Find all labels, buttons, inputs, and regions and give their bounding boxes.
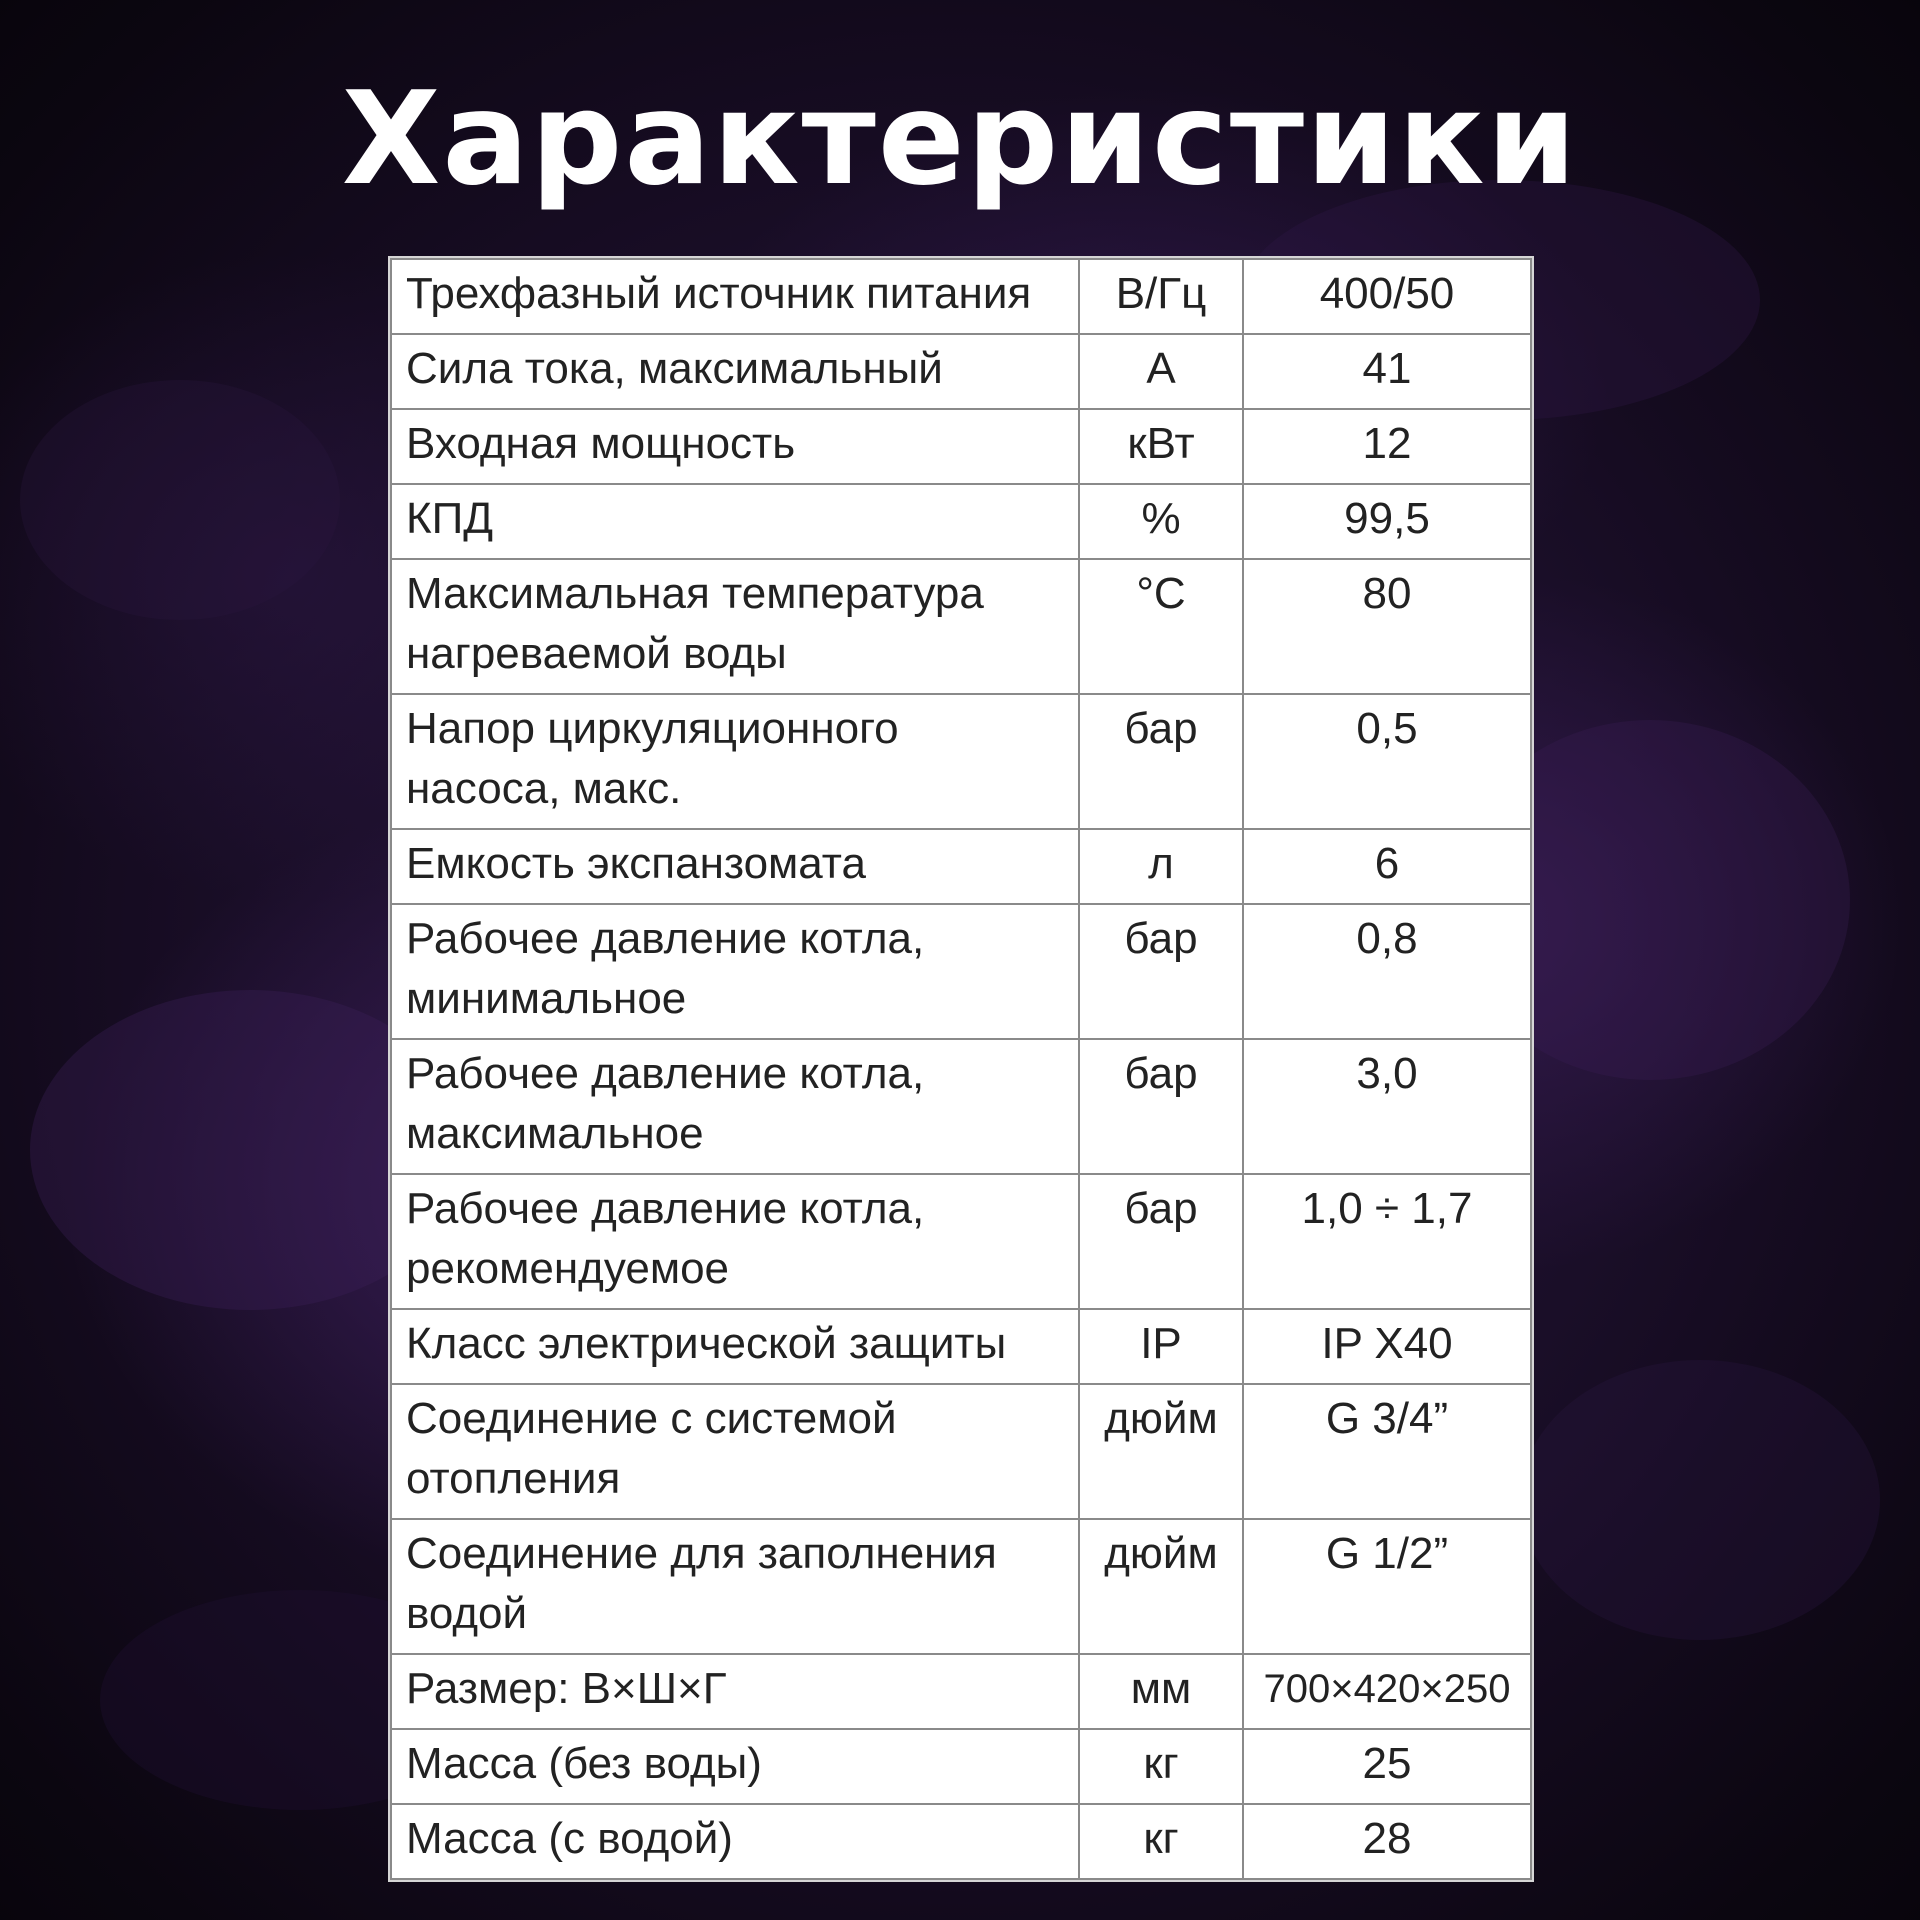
parameter-value: 1,0 ÷ 1,7 [1243,1174,1531,1309]
parameter-value: 41 [1243,334,1531,409]
parameter-unit: л [1079,829,1243,904]
parameter-unit: кг [1079,1804,1243,1879]
parameter-unit: бар [1079,1039,1243,1174]
parameter-value: 700×420×250 [1243,1654,1531,1729]
table-row [391,1519,1531,1654]
parameter-unit: IP [1079,1309,1243,1384]
parameter-name: КПД [391,484,1079,559]
parameter-unit: А [1079,334,1243,409]
table-row [391,1039,1531,1174]
parameter-name: Класс электрической защиты [391,1309,1079,1384]
parameter-name: Масса (без воды) [391,1729,1079,1804]
parameter-value: 0,8 [1243,904,1531,1039]
parameter-unit: В/Гц [1079,259,1243,334]
parameter-name: Максимальная температура нагреваемой воды [391,559,1079,694]
parameter-name: Рабочее давление котла, минимальное [391,904,1079,1039]
table-row [391,1309,1531,1384]
parameter-value: 99,5 [1243,484,1531,559]
parameter-unit: мм [1079,1654,1243,1729]
parameter-value: 0,5 [1243,694,1531,829]
parameter-unit: бар [1079,904,1243,1039]
table-row [391,1384,1531,1519]
table-row [391,829,1531,904]
parameter-value: IP X40 [1243,1309,1531,1384]
parameter-value: 80 [1243,559,1531,694]
parameter-name: Соединение с системой отопления [391,1384,1079,1519]
table-row [391,484,1531,559]
parameter-name: Трехфазный источник питания [391,259,1079,334]
page-title: Характеристики [341,65,1579,214]
table-row [391,1804,1531,1879]
parameter-value: 12 [1243,409,1531,484]
parameter-name: Сила тока, максимальный [391,334,1079,409]
parameter-unit: дюйм [1079,1519,1243,1654]
table-row [391,1729,1531,1804]
table-row [391,259,1531,334]
parameter-unit: кг [1079,1729,1243,1804]
parameter-name: Напор циркуляционного насоса, макс. [391,694,1079,829]
parameter-value: 25 [1243,1729,1531,1804]
table-row [391,904,1531,1039]
parameter-unit: кВт [1079,409,1243,484]
parameter-unit: дюйм [1079,1384,1243,1519]
table-row [391,694,1531,829]
table-row [391,1654,1531,1729]
parameter-value: G 1/2” [1243,1519,1531,1654]
parameter-name: Емкость экспанзомата [391,829,1079,904]
parameter-value: 28 [1243,1804,1531,1879]
parameter-name: Размер: В×Ш×Г [391,1654,1079,1729]
parameter-value: G 3/4” [1243,1384,1531,1519]
parameter-value: 3,0 [1243,1039,1531,1174]
parameter-name: Рабочее давление котла, рекомендуемое [391,1174,1079,1309]
table-row [391,559,1531,694]
table-row [391,334,1531,409]
table-row [391,1174,1531,1309]
parameter-value: 400/50 [1243,259,1531,334]
parameter-unit: % [1079,484,1243,559]
parameter-name: Входная мощность [391,409,1079,484]
parameter-value: 6 [1243,829,1531,904]
parameter-unit: бар [1079,694,1243,829]
parameter-name: Рабочее давление котла, максимальное [391,1039,1079,1174]
parameter-name: Масса (с водой) [391,1804,1079,1879]
specifications-table [390,258,1532,1880]
parameter-unit: бар [1079,1174,1243,1309]
table-row [391,409,1531,484]
parameter-unit: °C [1079,559,1243,694]
parameter-name: Соединение для заполнения водой [391,1519,1079,1654]
